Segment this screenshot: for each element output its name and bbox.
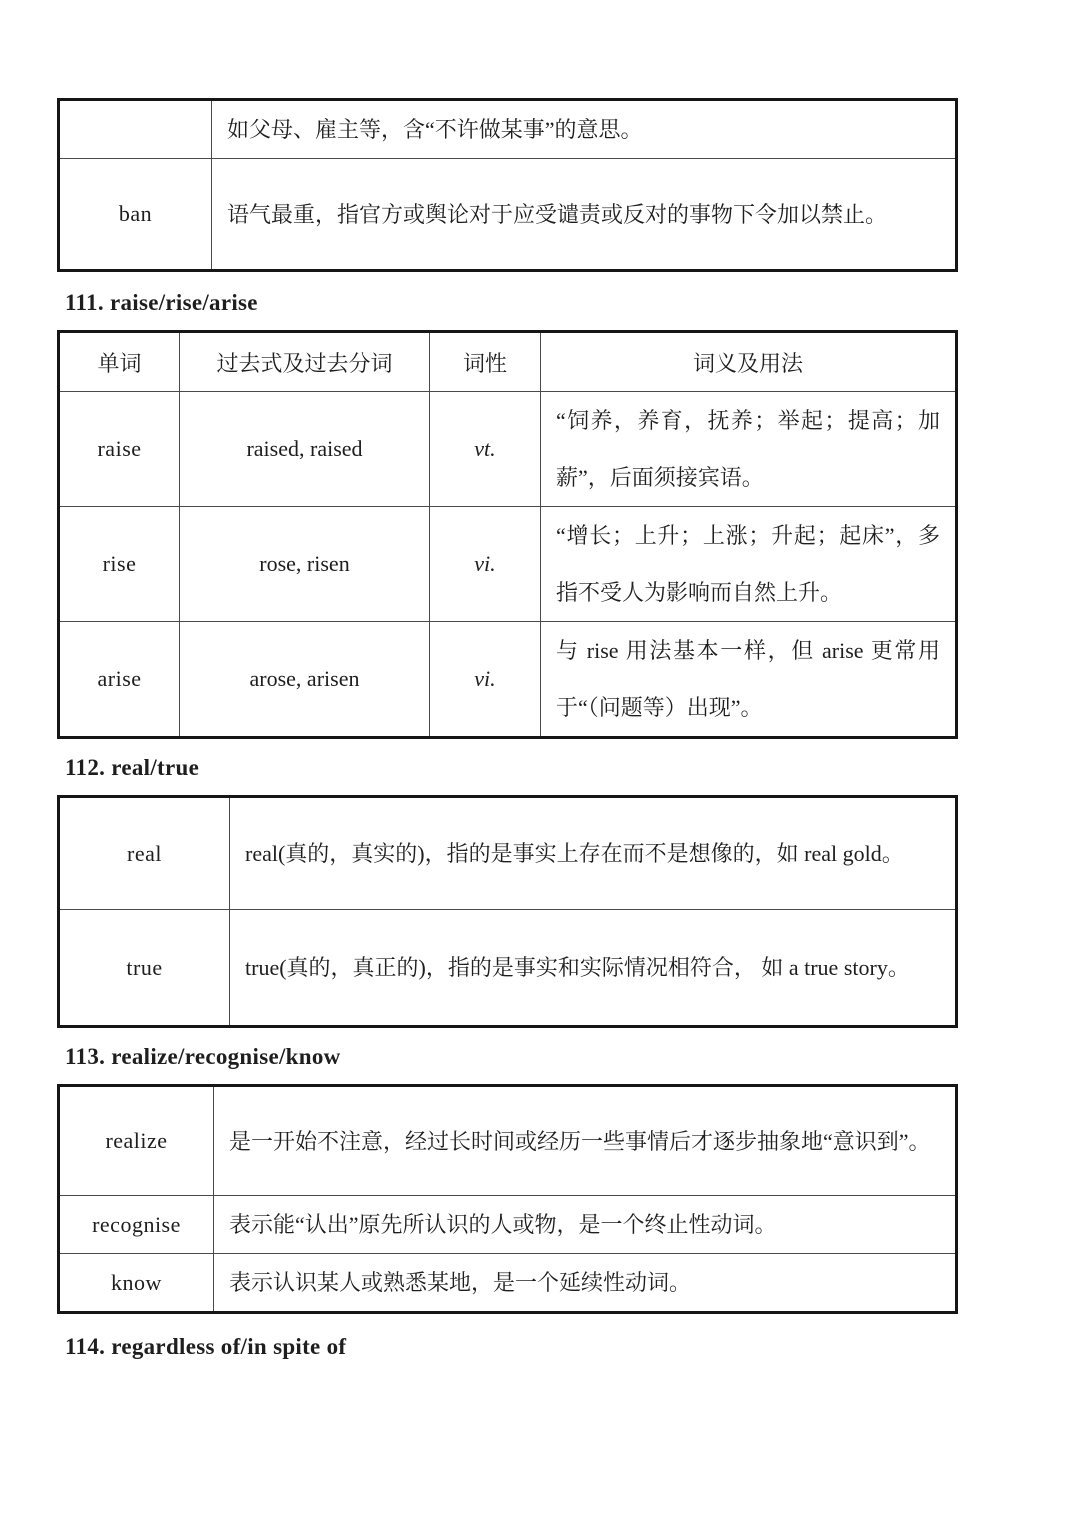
table-row <box>59 622 957 738</box>
definition-cell: 表示认识某人或熟悉某地，是一个延续性动词。 <box>214 1254 957 1313</box>
definition-cell: true(真的，真正的)，指的是事实和实际情况相符合， 如 a true story。 <box>230 910 957 1027</box>
section-heading-112: 112. real/true <box>65 755 200 780</box>
table-row <box>59 100 957 159</box>
word-cell: real <box>59 797 230 910</box>
pos-cell: vi. <box>430 622 541 738</box>
section-heading-111: 111. raise/rise/arise <box>65 290 258 315</box>
table-row <box>59 910 957 1027</box>
definition-cell: 如父母、雇主等，含“不许做某事”的意思。 <box>212 100 957 159</box>
table-header-row <box>59 332 957 392</box>
column-header-past-forms: 过去式及过去分词 <box>180 332 430 392</box>
definition-cell: “增长；上升；上涨；升起；起床”，多指不受人为影响而自然上升。 <box>541 507 957 622</box>
word-cell: realize <box>59 1086 214 1196</box>
word-cell: know <box>59 1254 214 1313</box>
definition-cell: “饲养，养育，抚养；举起；提高；加薪”，后面须接宾语。 <box>541 392 957 507</box>
word-cell: true <box>59 910 230 1027</box>
word-cell: recognise <box>59 1196 214 1254</box>
past-forms-cell: rose, risen <box>180 507 430 622</box>
section-heading-114: 114. regardless of/in spite of <box>65 1334 347 1359</box>
definition-cell: 表示能“认出”原先所认识的人或物，是一个终止性动词。 <box>214 1196 957 1254</box>
word-cell: ban <box>59 159 212 271</box>
table-row <box>59 797 957 910</box>
column-header-word: 单词 <box>59 332 180 392</box>
section-heading-113: 113. realize/recognise/know <box>65 1044 341 1069</box>
word-comparison-table-realize <box>57 1084 958 1314</box>
pos-cell: vt. <box>430 392 541 507</box>
table-row <box>59 1196 957 1254</box>
column-header-meaning: 词义及用法 <box>541 332 957 392</box>
table-row <box>59 392 957 507</box>
table-row <box>59 507 957 622</box>
past-forms-cell: arose, arisen <box>180 622 430 738</box>
word-cell <box>59 100 212 159</box>
column-header-pos: 词性 <box>430 332 541 392</box>
word-comparison-table-raise <box>57 330 958 739</box>
word-cell: raise <box>59 392 180 507</box>
definition-cell: 是一开始不注意，经过长时间或经历一些事情后才逐步抽象地“意识到”。 <box>214 1086 957 1196</box>
word-comparison-table-real <box>57 795 958 1028</box>
table-row <box>59 1086 957 1196</box>
definition-cell: real(真的，真实的)，指的是事实上存在而不是想像的，如 real gold。 <box>230 797 957 910</box>
word-cell: arise <box>59 622 180 738</box>
word-comparison-table-ban <box>57 98 958 272</box>
table-row <box>59 159 957 271</box>
definition-cell: 语气最重，指官方或舆论对于应受谴责或反对的事物下令加以禁止。 <box>212 159 957 271</box>
definition-cell: 与 rise 用法基本一样，但 arise 更常用于“（问题等）出现”。 <box>541 622 957 738</box>
pos-cell: vi. <box>430 507 541 622</box>
word-cell: rise <box>59 507 180 622</box>
table-row <box>59 1254 957 1313</box>
past-forms-cell: raised, raised <box>180 392 430 507</box>
